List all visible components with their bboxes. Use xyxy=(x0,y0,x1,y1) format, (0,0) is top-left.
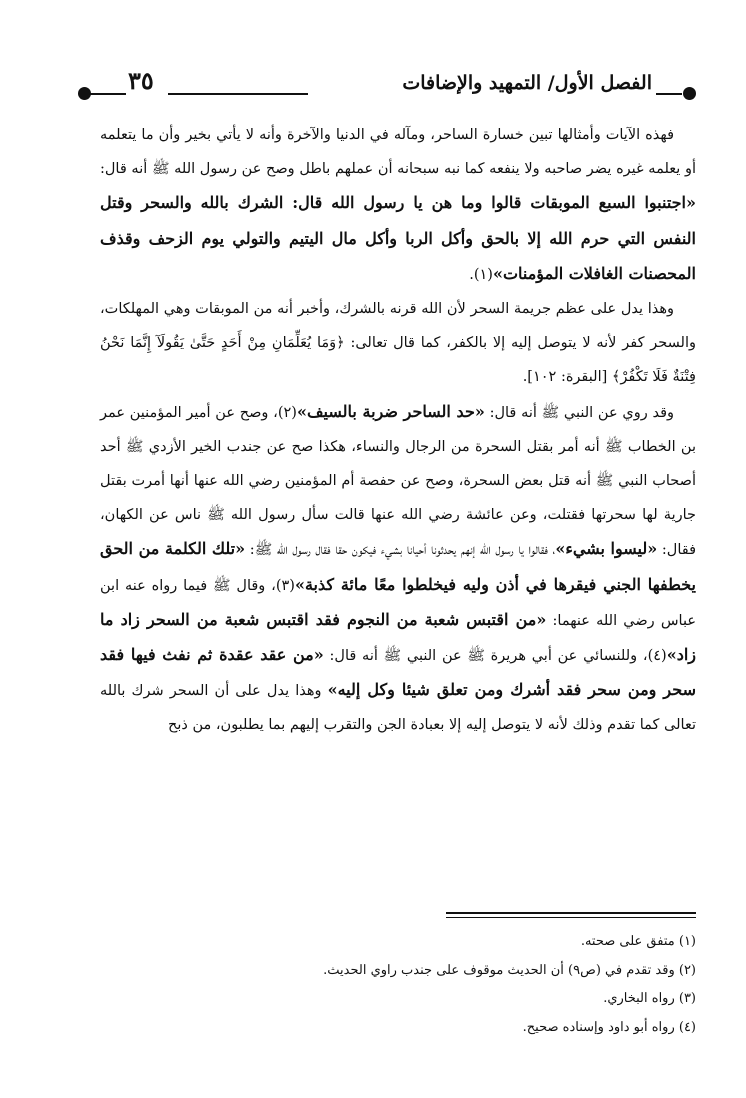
footnotes xyxy=(200,928,696,1042)
text-segment: (٣)، وقال ﷺ فيما رواه عنه ابن عباس رضي الله عنهما: xyxy=(100,577,696,629)
paragraph-1 xyxy=(100,118,696,292)
paragraph-2 xyxy=(100,292,696,395)
text-segment: وهذا يدل على عظم جريمة السحر لأن الله قرنه بالشرك، وأخبر أنه من الموبقات وهي المهلكات، والسحر كفر لأنه لا يتوصل إليه إلا بالكفر، كما قال تعالى: ﴿وَمَا يُعَلِّمَانِ مِنْ أَحَدٍ حَتَّىٰ يَقُولَآ إِنَّمَا نَحْنُ فِتْنَةٌ فَلَا تَكْفُرْ﴾ [البقرة: ١٠٢]. xyxy=(100,301,696,386)
chapter-title: الفصل الأول/ التمهيد والإضافات xyxy=(402,72,652,94)
footnote-1: (١) متفق على صحته. xyxy=(580,934,696,949)
header-right-dot xyxy=(683,87,696,100)
hadith-quote: «ليسوا بشيء» xyxy=(555,539,658,559)
header-left-rule xyxy=(90,93,126,95)
hadith-quote: «حد الساحر ضربة بالسيف» xyxy=(296,401,485,421)
header-middle-rule xyxy=(168,93,308,95)
page-header xyxy=(78,60,696,110)
hadith-quote: «تلك الكلمة من الحق يخطفها الجني فيقرها في أذن وليه فيخلطوا معًا مائة كذبة» xyxy=(100,539,696,594)
header-right-rule xyxy=(656,93,682,95)
text-segment: ، فقالوا يا رسول الله إنهم يحدثونا أحيانا بشيء فيكون حقا فقال رسول الله ﷺ: xyxy=(245,542,556,559)
hadith-quote: «من اقتبس شعبة من النجوم فقد اقتبس شعبة من السحر زاد ما زاد» xyxy=(100,609,697,665)
page-number: ٣٥ xyxy=(128,66,154,95)
text-segment: (٤)، وللنسائي عن أبي هريرة ﷺ عن النبي ﷺ أنه قال: xyxy=(323,648,667,665)
footnote-ref: (١). xyxy=(469,266,493,283)
footnote-2: (٢) وقد تقدم في (ص٩) أن الحديث موقوف على جندب راوي الحديث. xyxy=(323,962,696,978)
footnote-3: (٣) رواه البخاري. xyxy=(603,991,696,1006)
text-segment: فهذه الآيات وأمثالها تبين خسارة الساحر، ومآله في الدنيا والآخرة وأنه لا يأتي بخير وأن ما يتعلمه أو يعلمه غيره يضر صاحبه ولا ينفعه كما نبه سبحانه أن عملهم باطل وصح عن رسول الله ﷺ أنه قال: xyxy=(100,127,696,178)
hadith-quote: «من عقد عقدة ثم نفث فيها فقد سحر ومن سحر فقد أشرك ومن تعلق شيئا وكل إليه» xyxy=(100,645,696,700)
text-segment: وهذا يدل على أن السحر شرك بالله تعالى كما تقدم وذلك لأنه لا يتوصل إليه إلا بعبادة الجن والتقرب إليهم بما يطلبون، من ذبح xyxy=(100,683,696,734)
footnote-divider-thin xyxy=(446,917,696,918)
footnote-4: (٤) رواه أبو داود وإسناده صحيح. xyxy=(522,1019,696,1035)
text-segment: وقد روي عن النبي ﷺ أنه قال: xyxy=(484,404,674,421)
footnote-divider xyxy=(446,912,696,914)
body-text xyxy=(100,118,696,743)
hadith-quote: «اجتنبوا السبع الموبقات قالوا وما هن يا رسول الله قال: الشرك بالله والسحر وقتل النفس التي حرم الله إلا بالحق وأكل الربا وأكل مال اليتيم والتولي يوم الزحف وقذف المحصنات الغافلات المؤمنات» xyxy=(100,193,696,283)
text-segment: (٢)، وصح عن أمير المؤمنين عمر بن الخطاب ﷺ أنه أمر بقتل السحرة من الرجال والنساء، هكذا صح عن جندب الخير الأزدي ﷺ أحد أصحاب النبي ﷺ أنه قتل بعض السحرة، وصح عن حفصة أم المؤمنين رضي الله عنها أنها أمرت بقتل جارية لها سحرتها فقتلت، وعن عائشة رضي الله عنها قالت سأل رسول الله ﷺ ناس عن الكهان، فقال: xyxy=(100,404,697,559)
paragraph-3 xyxy=(100,395,696,743)
